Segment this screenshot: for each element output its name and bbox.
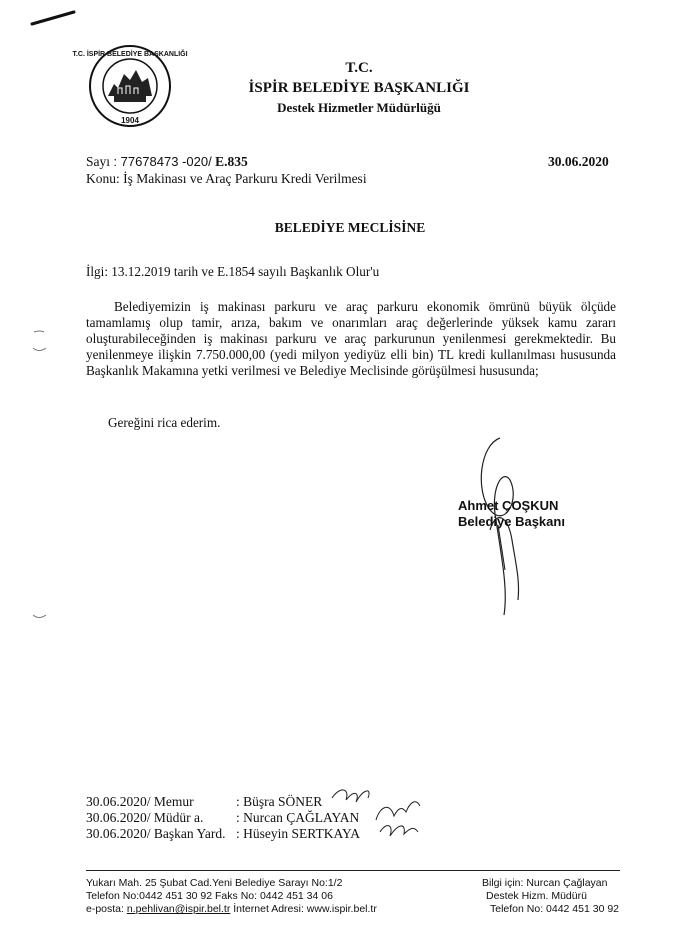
header-department: Destek Hizmetler Müdürlüğü — [277, 100, 441, 115]
header-institution: İSPİR BELEDİYE BAŞKANLIĞI — [248, 80, 470, 96]
sayi-label: Sayı — [86, 154, 111, 169]
scan-mark-top — [30, 6, 80, 28]
footer-phone-fax: Telefon No:0442 451 30 92 Faks No: 0442 451 34 06 — [86, 890, 333, 902]
closing-line: Gereğini rica ederim. — [108, 415, 221, 430]
logo-ring-text: T.C. İSPİR BELEDİYE BAŞKANLIĞI — [72, 51, 188, 58]
footer-info-label: Bilgi için: Nurcan Çağlayan — [482, 877, 608, 889]
logo-year: 1904 — [121, 116, 139, 125]
approval-date-role: 30.06.2020/ Müdür a. — [86, 810, 204, 825]
footer-left — [86, 877, 377, 916]
footer-email-link[interactable]: n.pehlivan@ispir.bel.tr — [126, 903, 231, 915]
approval-list — [86, 794, 360, 842]
punch-hole-mark — [30, 328, 50, 356]
footer-email-label: e-posta: — [86, 903, 124, 915]
sayi-row — [86, 153, 367, 170]
punch-hole-mark — [30, 610, 50, 624]
footer-info-phone: Telefon No: 0442 451 30 92 — [490, 903, 620, 915]
approval-name: : Hüseyin SERTKAYA — [236, 826, 360, 841]
paraph-signatures — [320, 772, 430, 852]
signatory-block — [458, 498, 565, 530]
footer-info-title: Destek Hizm. Müdürü — [486, 890, 587, 902]
approval-date-role: 30.06.2020/ Memur — [86, 794, 194, 809]
letterhead — [0, 60, 700, 116]
footer-right — [482, 877, 619, 916]
recipient-heading: BELEDİYE MECLİSİNE — [274, 220, 426, 235]
document-meta — [86, 153, 367, 187]
footer-address: Yukarı Mah. 25 Şubat Cad.Yeni Belediye Sarayı No:1/2 — [86, 877, 343, 889]
konu-label: Konu: — [86, 171, 120, 186]
body-text — [86, 299, 616, 379]
approval-row — [86, 810, 360, 826]
body-paragraph: Belediyemizin iş makinası parkuru ve araç parkuru ekonomik ömrünü büyük ölçüde tamamlamış olup tamir, arıza, bakım ve onarımları araç değerlerinde yüksek kamu zararı oluşturabileceğinden iş makinası parkuru ve araç parkurunun yenilenmesi gerekmektedir. Bu yenilenmeye ilişkin 7.750.000,00 (yedi milyon yediyüz elli bin) TL kredi kullanılması hususunda Başkanlık Makamına yetki verilmesi ve Belediye Meclisinde görüşülmesi hususunda; — [86, 299, 616, 378]
sayi-number: E.835 — [215, 154, 248, 169]
approval-row — [86, 826, 360, 842]
document-date: 30.06.2020 — [548, 154, 609, 169]
approval-row — [86, 794, 360, 810]
approval-name: : Nurcan ÇAĞLAYAN — [236, 810, 360, 825]
footer-web: İnternet Adresi: www.ispir.bel.tr — [230, 903, 377, 915]
konu-value: İş Makinası ve Araç Parkuru Kredi Verilmesi — [123, 171, 367, 186]
header-tc: T.C. — [345, 60, 373, 76]
signatory-title: Belediye Başkanı — [458, 514, 565, 529]
sayi-value: : 77678473 -020/ — [113, 154, 212, 169]
footer-rule — [86, 870, 620, 871]
signatory-name: Ahmet ÇOŞKUN — [458, 498, 559, 513]
reference-line: İlgi: 13.12.2019 tarih ve E.1854 sayılı Başkanlık Olur'u — [86, 264, 380, 279]
approval-name: : Büşra SÖNER — [236, 794, 323, 809]
konu-row — [86, 170, 367, 187]
approval-date-role: 30.06.2020/ Başkan Yard. — [86, 826, 226, 841]
footer-contact — [86, 903, 377, 916]
